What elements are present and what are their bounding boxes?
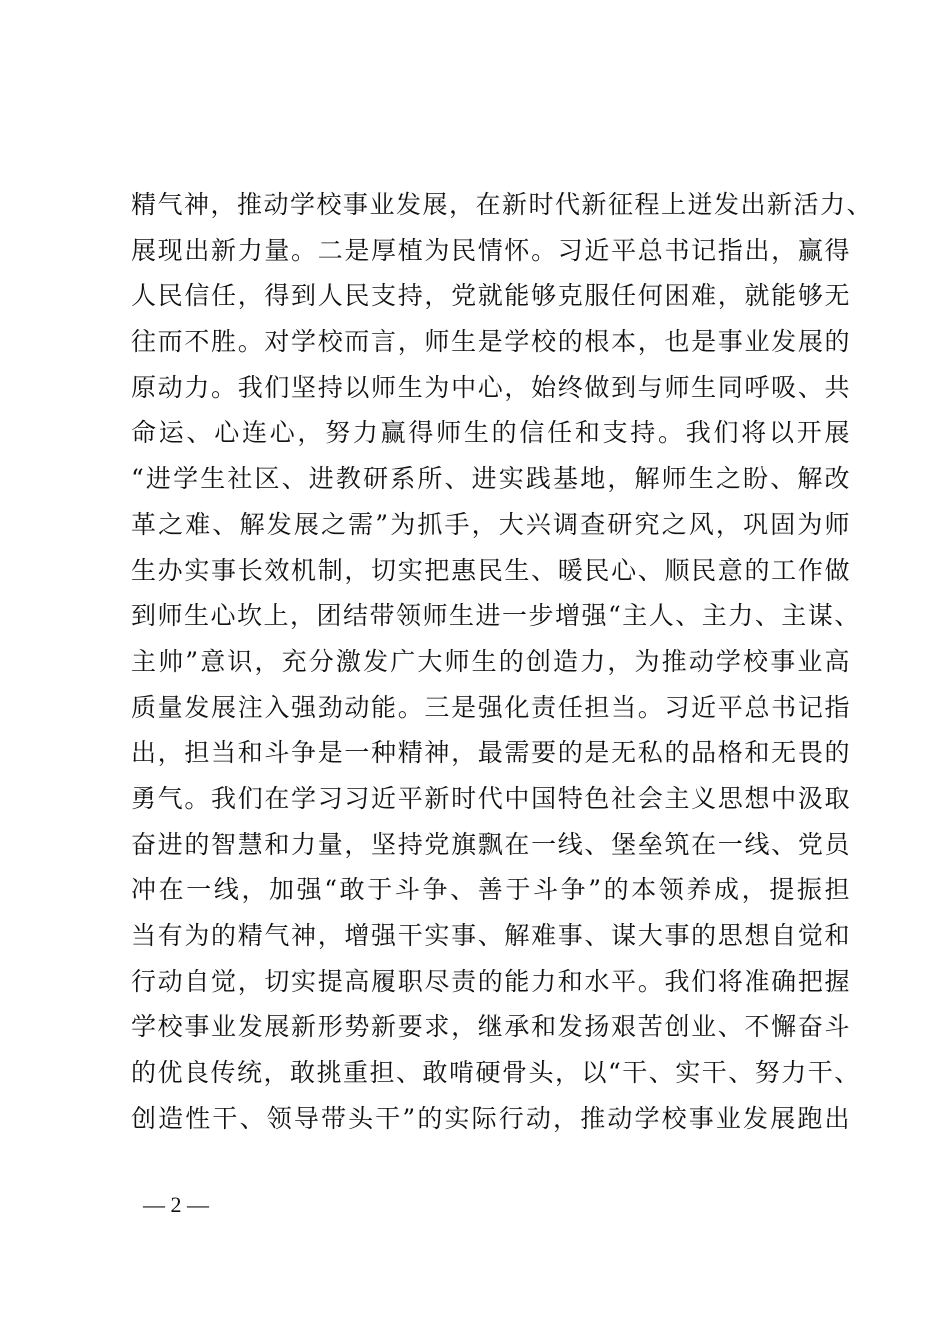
text-line: 的优良传统，敢挑重担、敢啃硬骨头，以“干、实干、努力干、 [131,1058,861,1088]
text-line: 原动力。我们坚持以师生为中心，始终做到与师生同呼吸、共 [131,372,851,402]
page-number: — 2 — [143,1192,209,1217]
text-line: 展现出新力量。二是厚植为民情怀。习近平总书记指出，赢得 [131,235,851,265]
text-line: 人民信任，得到人民支持，党就能够克服任何困难，就能够无 [131,281,851,311]
text-line: 勇气。我们在学习习近平新时代中国特色社会主义思想中汲取 [131,783,851,813]
text-line: 行动自觉，切实提高履职尽责的能力和水平。我们将准确把握 [131,966,851,996]
text-line: 革之难、解发展之需”为抓手，大兴调查研究之风，巩固为师 [131,509,851,539]
text-line: 到师生心坎上，团结带领师生进一步增强“主人、主力、主谋、 [131,601,861,631]
text-line: 当有为的精气神，增强干实事、解难事、谋大事的思想自觉和 [131,921,851,950]
text-line: “进学生社区、进教研系所、进实践基地，解师生之盼、解改 [131,464,851,494]
text-line: 学校事业发展新形势新要求，继承和发扬艰苦创业、不懈奋斗 [131,1012,851,1042]
text-line: 精气神，推动学校事业发展，在新时代新征程上迸发出新活力、 [131,190,874,219]
text-line: 质量发展注入强劲动能。三是强化责任担当。习近平总书记指 [131,692,851,722]
text-line: 命运、心连心，努力赢得师生的信任和支持。我们将以开展 [131,418,851,448]
text-line: 创造性干、领导带头干”的实际行动，推动学校事业发展跑出 [131,1103,851,1133]
text-line: 生办实事长效机制，切实把惠民生、暖民心、顺民意的工作做 [131,555,851,585]
text-line: 冲在一线，加强“敢于斗争、善于斗争”的本领养成，提振担 [131,875,851,905]
text-line: 主帅”意识，充分激发广大师生的创造力，为推动学校事业高 [131,646,851,676]
body-text [131,182,874,1141]
text-line: 出，担当和斗争是一种精神，最需要的是无私的品格和无畏的 [131,738,851,768]
text-line: 往而不胜。对学校而言，师生是学校的根本，也是事业发展的 [131,327,851,357]
text-line: 奋进的智慧和力量，坚持党旗飘在一线、堡垒筑在一线、党员 [131,829,851,859]
